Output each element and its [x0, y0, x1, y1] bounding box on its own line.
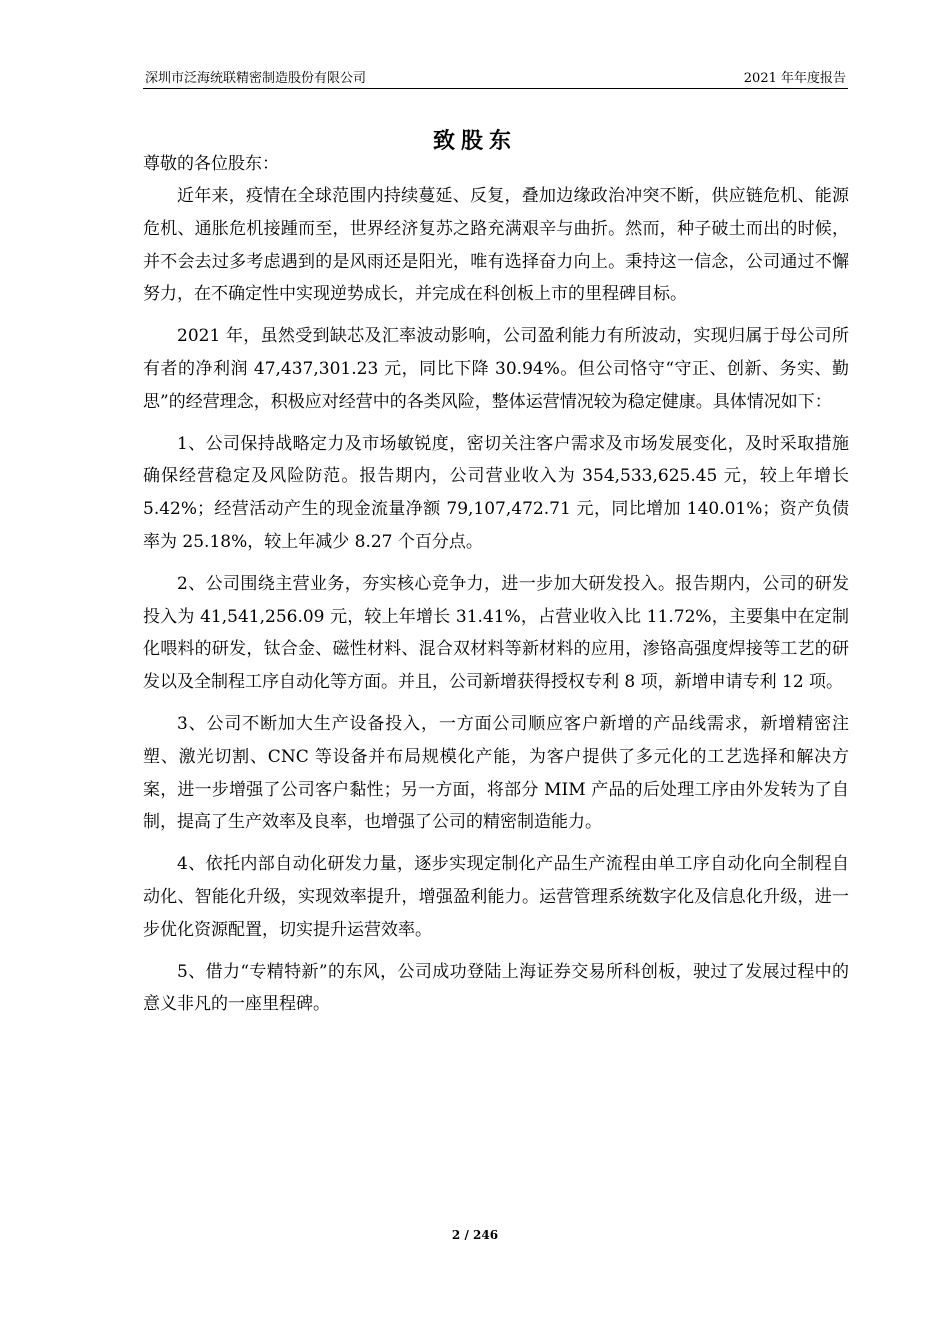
- paragraph-item-1: 1、公司保持战略定力及市场敏锐度，密切关注客户需求及市场发展变化，及时采取措施确保经营稳定及风险防范。报告期内，公司营业收入为 354,533,625.45 元，较上年增长 5.42%；经营活动产生的现金流量净额 79,107,472.71 元，同比增加 140.01%；资产负债率为 25.18%，较上年减少 8.27 个百分点。: [143, 433, 849, 552]
- salutation: 尊敬的各位股东：: [143, 154, 279, 174]
- report-title: 2021 年年度报告: [743, 71, 846, 86]
- paragraph-intro: 近年来，疫情在全球范围内持续蔓延、反复，叠加边缘政治冲突不断，供应链危机、能源危机、通胀危机接踵而至，世界经济复苏之路充满艰辛与曲折。然而，种子破土而出的时候，并不会去过多考虑遇到的是风雨还是阳光，唯有选择奋力向上。秉持这一信念，公司通过不懈努力，在不确定性中实现逆势成长，并完成在科创板上市的里程碑目标。: [143, 186, 849, 305]
- paragraph-item-4: 4、依托内部自动化研发力量，逐步实现定制化产品生产流程由单工序自动化向全制程自动化、智能化升级，实现效率提升，增强盈利能力。运营管理系统数字化及信息化升级，进一步优化资源配置，切实提升运营效率。: [143, 854, 849, 940]
- page-header: [143, 62, 848, 89]
- paragraph-item-3: 3、公司不断加大生产设备投入，一方面公司顺应客户新增的产品线需求，新增精密注塑、激光切割、CNC 等设备并布局规模化产能，为客户提供了多元化的工艺选择和解决方案，进一步增强了公司客户黏性；另一方面，将部分 MIM 产品的后处理工序由外发转为了自制，提高了生产效率及良率，也增强了公司的精密制造能力。: [143, 713, 849, 833]
- section-title: 致股东: [432, 128, 517, 154]
- company-name: 深圳市泛海统联精密制造股份有限公司: [145, 71, 367, 86]
- paragraph-item-5: 5、借力“专精特新”的东风，公司成功登陆上海证券交易所科创板，驶过了发展过程中的意义非凡的一座里程碑。: [143, 961, 849, 1015]
- paragraph-2021-overview: 2021 年，虽然受到缺芯及汇率波动影响，公司盈利能力有所波动，实现归属于母公司所有者的净利润 47,437,301.23 元，同比下降 30.94%。但公司恪守“守正、创新、务实、勤思”的经营理念，积极应对经营中的各类风险，整体运营情况较为稳定健康。具体情况如下：: [143, 326, 849, 412]
- page-number: 2 / 246: [451, 1228, 499, 1242]
- letter-body: [143, 148, 849, 1030]
- paragraph-item-2: 2、公司围绕主营业务，夯实核心竞争力，进一步加大研发投入。报告期内，公司的研发投入为 41,541,256.09 元，较上年增长 31.41%，占营业收入比 11.72%，主要集中在定制化喂料的研发，钛合金、磁性材料、混合双材料等新材料的应用，渗铬高强度焊接等工艺的研发以及全制程工序自动化等方面。并且，公司新增获得授权专利 8 项，新增申请专利 12 项。: [143, 573, 849, 693]
